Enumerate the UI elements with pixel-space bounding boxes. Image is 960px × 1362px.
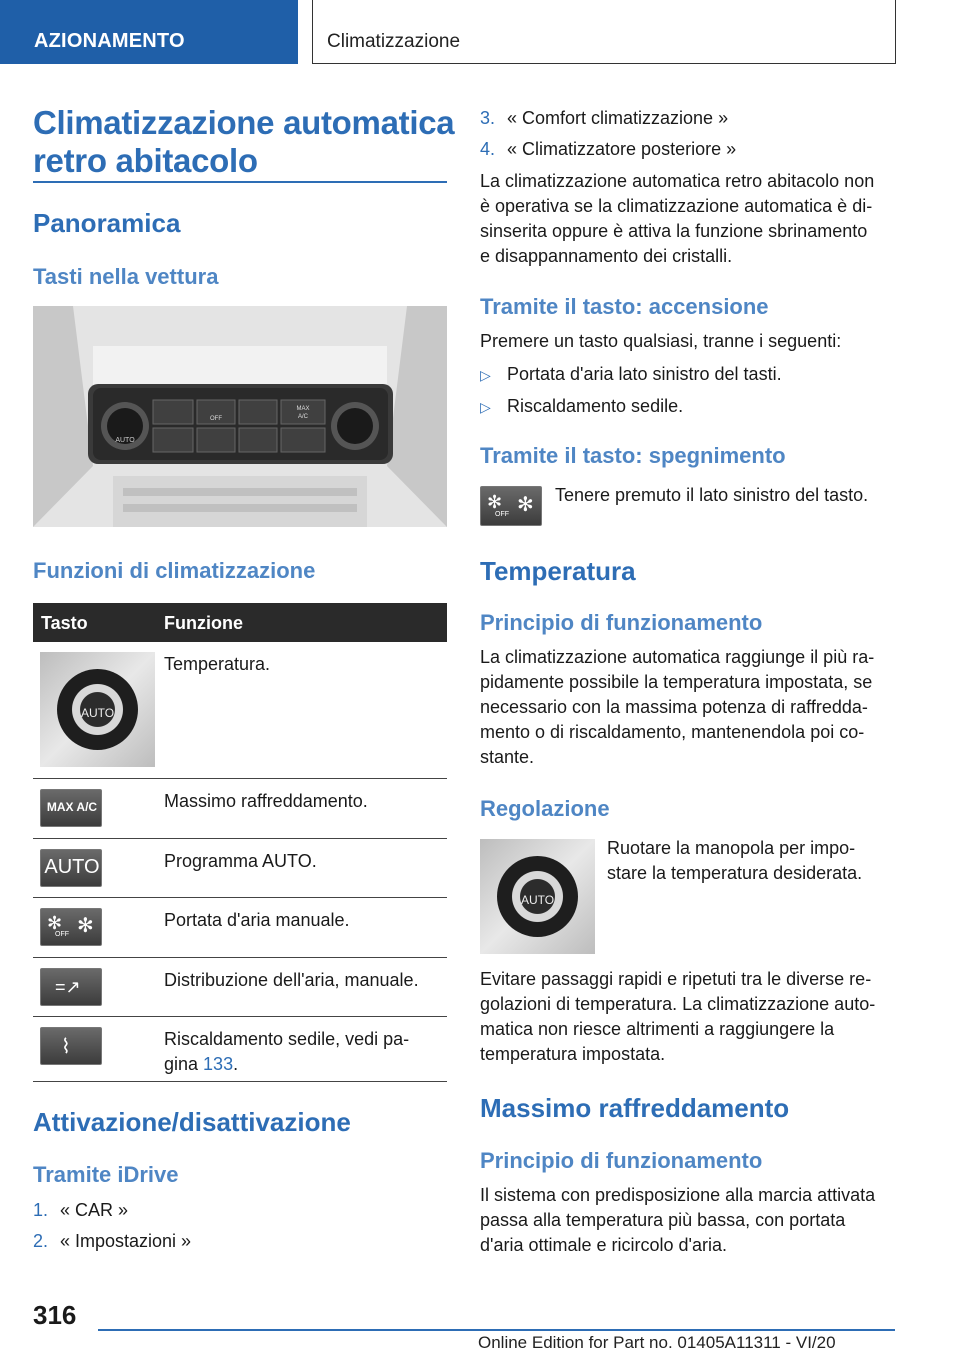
- spegnimento-text: Tenere premuto il lato sinistro del tasto.: [555, 485, 869, 505]
- heading-temperatura: Temperatura: [480, 556, 636, 586]
- row-text: Programma AUTO.: [164, 851, 317, 871]
- section-label: AZIONAMENTO: [34, 30, 185, 52]
- heading-principio-1: Principio di funzionamento: [480, 610, 763, 635]
- table-row: [33, 958, 447, 1017]
- edition-label: Online Edition for Part no. 01405A11311 - VI/20: [478, 1333, 836, 1352]
- chapter-label: Climatizzazione: [327, 31, 461, 52]
- page-title: [33, 104, 454, 180]
- photo-ac-label: A/C: [297, 414, 309, 420]
- footer-rule: [98, 1329, 895, 1331]
- table-row: [33, 779, 447, 839]
- intro-paragraph: La climatizzazione automatica retro abitacolo non è operativa se la climatizzazione automatica è di- sinserita oppure è attiva la funzione sbrinamento e disappannamento dei cristalli.: [480, 171, 875, 266]
- air-distribution-icon: =↗: [40, 968, 102, 1006]
- list-item: 4. « Climatizzatore posteriore »: [480, 139, 737, 159]
- page-number: 316: [33, 1300, 77, 1330]
- step-list-right: [480, 106, 736, 162]
- heading-attivazione: Attivazione/disattivazione: [33, 1107, 351, 1137]
- list-item: 3. « Comfort climatizzazione »: [480, 108, 729, 128]
- table-row: [33, 839, 447, 898]
- massimo-paragraph: Il sistema con predisposizione alla marcia attivata passa alla temperatura più bassa, con portata d'aria ottimale e ricircolo d'aria.: [480, 1185, 876, 1255]
- photo-auto-label: AUTO: [115, 437, 135, 444]
- fan-off-button-icon: ✻ OFF ✻: [480, 486, 542, 526]
- page-link-133[interactable]: 133: [203, 1054, 234, 1074]
- bullet-list: [480, 362, 782, 420]
- temperature-knob-icon: [40, 652, 155, 767]
- row-text: Riscaldamento sedile, vedi pa- gina 133.: [164, 1029, 410, 1074]
- photo-off-label: OFF: [210, 416, 222, 422]
- heading-funzioni: Funzioni di climatizzazione: [33, 558, 316, 583]
- fan-off-icon: ✻ OFF ✻: [40, 908, 102, 946]
- temperature-knob-icon: [480, 839, 595, 954]
- section-tab[interactable]: [0, 0, 298, 64]
- table-row: [33, 642, 447, 779]
- step-list-left: [33, 1198, 191, 1254]
- list-item: 1. « CAR »: [33, 1200, 129, 1220]
- table-row: [33, 1017, 447, 1082]
- list-item: 2. « Impostazioni »: [33, 1231, 192, 1251]
- heading-spegnimento: Tramite il tasto: spegnimento: [480, 443, 786, 468]
- row-text: Temperatura.: [164, 654, 271, 674]
- page-title-line2: retro abitacolo: [33, 142, 258, 179]
- seat-heating-icon: ⌇: [40, 1027, 102, 1065]
- heading-regolazione: Regolazione: [480, 796, 610, 821]
- temperatura-paragraph: La climatizzazione automatica raggiunge il più ra- pidamente possibile la temperatura impostata, se necessario con la massima potenza di raffredda- mento o di riscaldamento, mantenendola poi co- stante.: [480, 647, 875, 767]
- page-title-line1: Climatizzazione automatica: [33, 104, 455, 141]
- heading-massimo: Massimo raffreddamento: [480, 1093, 790, 1123]
- auto-icon: AUTO: [40, 849, 102, 887]
- heading-principio-2: Principio di funzionamento: [480, 1148, 763, 1173]
- table-row: [33, 898, 447, 958]
- table-header: [33, 603, 447, 642]
- heading-accensione: Tramite il tasto: accensione: [480, 294, 769, 319]
- heading-panoramica: Panoramica: [33, 208, 181, 238]
- regolazione-text: Ruotare la manopola per impo- stare la temperatura desiderata.: [607, 838, 863, 883]
- list-item: ▷ Riscaldamento sedile.: [480, 396, 684, 416]
- control-panel-illustration: [33, 306, 447, 527]
- list-item: ▷ Portata d'aria lato sinistro del tasti.: [480, 364, 782, 384]
- photo-max-label: MAX: [296, 406, 310, 412]
- row-text: Distribuzione dell'aria, manuale.: [164, 970, 419, 990]
- col-tasto: Tasto: [41, 613, 88, 633]
- col-funzione: Funzione: [164, 613, 243, 633]
- evitare-paragraph: Evitare passaggi rapidi e ripetuti tra le diverse re- golazioni di temperatura. La climatizzazione auto- matica non riesce altrimenti a raggiungere la temperatura impostata.: [480, 969, 876, 1064]
- max-ac-icon: MAX A/C: [40, 789, 102, 827]
- chapter-header: [312, 0, 896, 64]
- row-text: Portata d'aria manuale.: [164, 910, 350, 930]
- accensione-text: Premere un tasto qualsiasi, tranne i seguenti:: [480, 331, 842, 351]
- knob-auto-text: AUTO: [80, 706, 115, 720]
- row-text: Massimo raffreddamento.: [164, 791, 368, 811]
- heading-tasti: Tasti nella vettura: [33, 264, 219, 289]
- knob-auto-text: AUTO: [520, 893, 555, 907]
- control-panel-photo: [33, 306, 447, 527]
- heading-idrive: Tramite iDrive: [33, 1162, 179, 1187]
- title-rule: [33, 181, 447, 183]
